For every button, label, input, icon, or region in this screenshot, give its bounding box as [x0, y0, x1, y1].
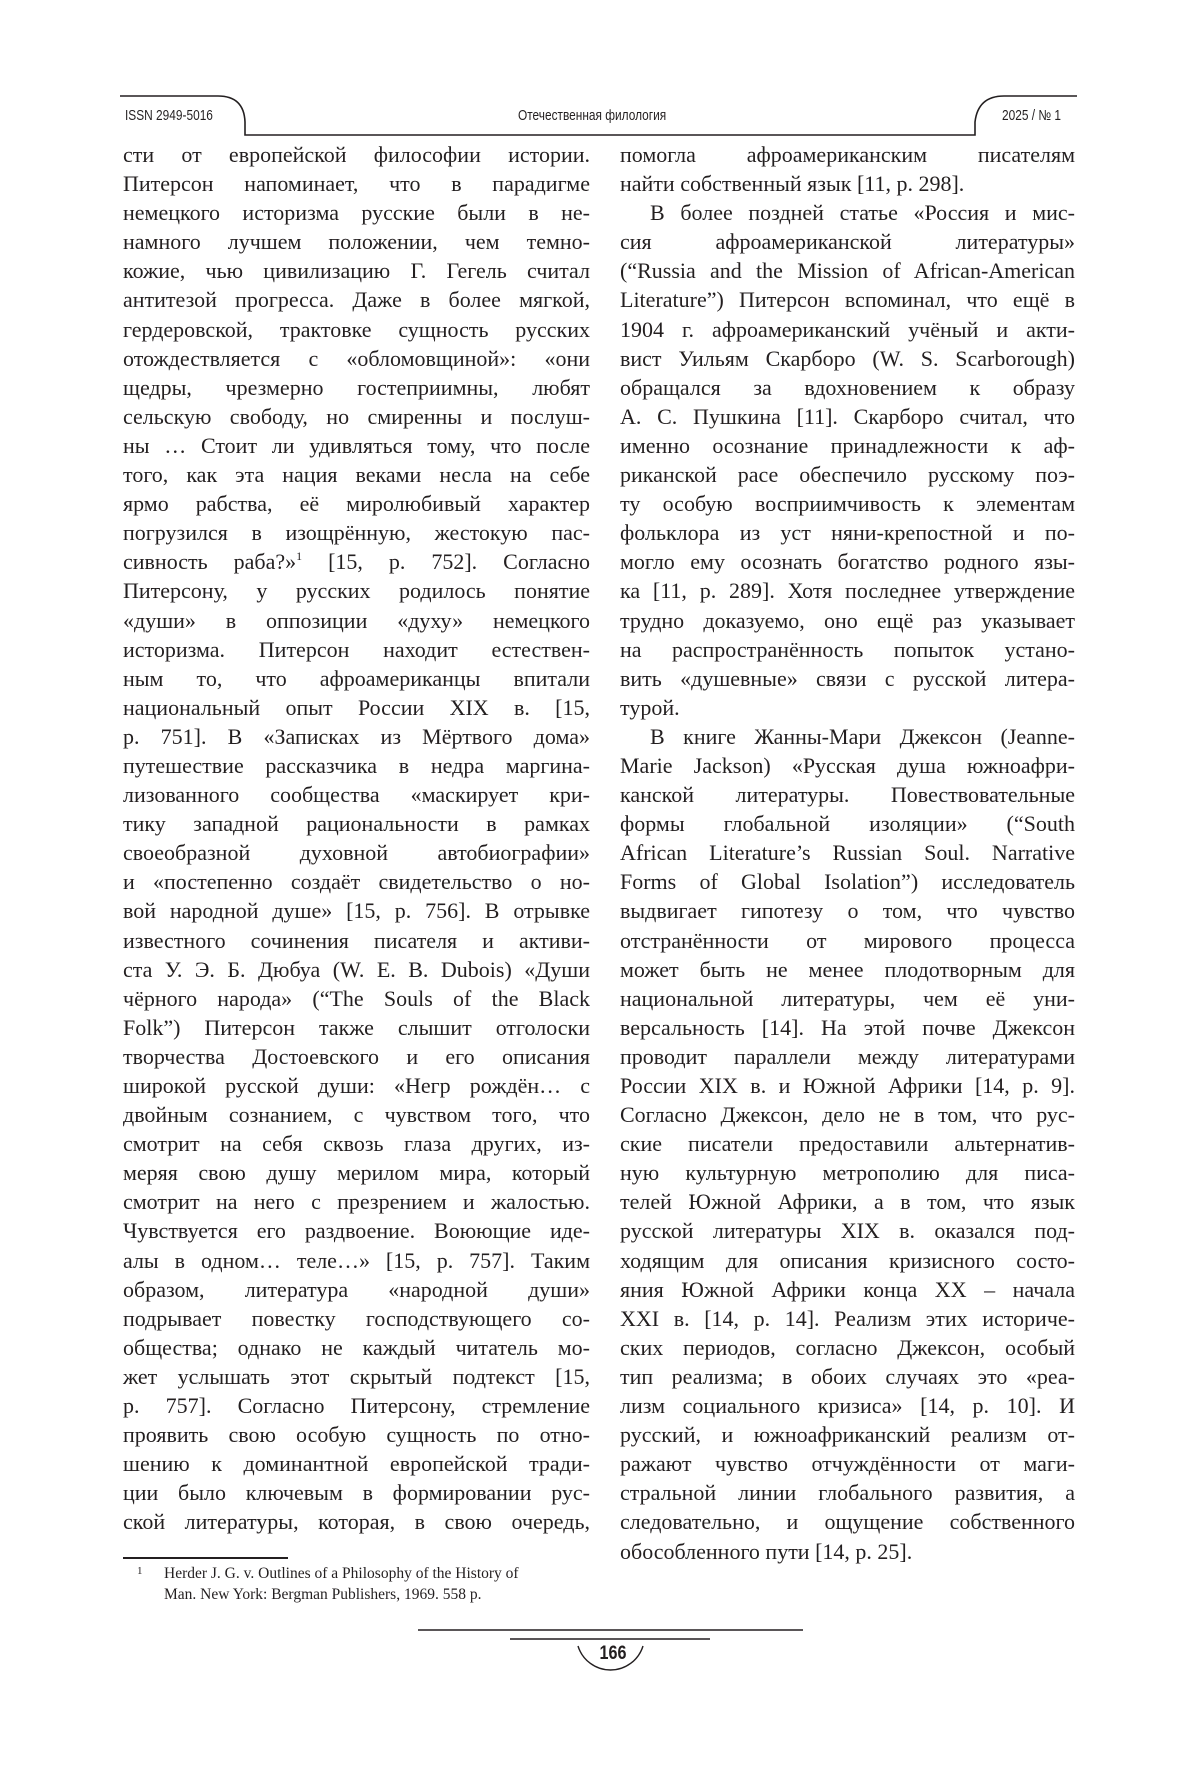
text-line: версальность [14]. На этой почве Джексон [620, 1014, 1075, 1040]
left-column [123, 140, 590, 1537]
paragraph-start-line: В более поздней статье «Россия и мис- [650, 200, 1075, 226]
text-fragment: сивность раба?» [123, 549, 297, 575]
text-line: фольклора из уст няни-крепостной и по- [620, 520, 1075, 546]
text-line: того, как эта нация веками несла на себе [123, 462, 590, 488]
text-line: ходящим для описания кризисного состо- [620, 1247, 1075, 1273]
text-line: образом, литература «народной души» [123, 1276, 590, 1302]
text-line: 1904 г. афроамериканский учёный и акти- [620, 316, 1075, 342]
text-line: антитезой прогресса. Даже в более мягкой, [123, 287, 590, 313]
paragraph-start-line: В книге Жанны-Мари Джексон (Jeanne- [650, 723, 1075, 749]
text-line: риканской расе обеспечило русскому поэ- [620, 462, 1075, 488]
text-line: Marie Jackson) «Русская душа южноафри- [620, 752, 1075, 778]
text-line: стральной линии глобального развития, а [620, 1480, 1075, 1506]
text-line: XXI в. [14, p. 14]. Реализм этих историче- [620, 1305, 1075, 1331]
text-line: обособленного пути [14, p. 25]. [620, 1538, 913, 1564]
text-line: на распространённость попыток устано- [620, 636, 1075, 662]
text-line: Forms of Global Isolation”) исследователь [620, 869, 1075, 895]
text-line: ражают чувство отчуждённости от маги- [620, 1451, 1075, 1477]
text-line: ную культурную метрополию для писа- [620, 1160, 1075, 1186]
footnote-reference[interactable]: 1 [296, 549, 303, 564]
text-line: широкой русской души: «Негр рождён… с [123, 1073, 590, 1098]
text-line: смотрит на себя сквозь глаза других, из- [123, 1131, 590, 1157]
text-line: чёрного народа» (“The Souls of the Black [123, 985, 590, 1011]
text-line: ции было ключевым в формировании рус- [123, 1480, 590, 1506]
text-line: гердеровской, трактовке сущность русских [123, 316, 590, 342]
text-line: African Literature’s Russian Soul. Narrative [620, 840, 1075, 866]
text-line: смотрит на него с презрением и жалостью. [123, 1189, 590, 1215]
text-line: вой народной душе» [15, p. 756]. В отрывке [123, 898, 590, 924]
text-line: тику западной рациональности в рамках [123, 811, 590, 837]
text-line: меряя свою душу мерилом мира, который [123, 1160, 590, 1186]
text-line: жет услышать этот скрытый подтекст [15, [123, 1363, 590, 1389]
text-line: национальной литературы, чем её уни- [620, 985, 1075, 1011]
text-line: трудно доказуемо, оно ещё раз указывает [620, 607, 1075, 633]
text-line: шению к доминантной европейской тради- [123, 1451, 590, 1477]
text-line: найти собственный язык [11, p. 298]. [620, 171, 965, 197]
text-line: ские писатели предоставили альтернатив- [620, 1131, 1075, 1157]
text-line: национальный опыт России XIX в. [15, [123, 694, 590, 720]
footnote-number: 1 [137, 1565, 143, 1577]
text-line: «души» в оппозиции «духу» немецкого [123, 607, 590, 633]
text-line: следовательно, и ощущение собственного [620, 1509, 1075, 1535]
footnote-divider [123, 1557, 288, 1559]
text-line: Питерсону, у русских родилось понятие [123, 578, 590, 604]
page-number: 166 [599, 1643, 627, 1664]
text-line: ярмо рабства, её миролюбивый характер [123, 491, 590, 517]
text-line: именно осознание принадлежности к аф- [620, 432, 1075, 458]
text-line: России XIX в. и Южной Африки [14, p. 9]. [620, 1073, 1075, 1098]
text-line: ка [11, p. 289]. Хотя последнее утверждение [620, 578, 1075, 604]
text-line: подрывает повестку господствующего со- [123, 1305, 590, 1331]
text-line: известного сочинения писателя и активи- [123, 927, 590, 953]
text-line: щедры, чрезмерно гостеприимны, любят [123, 374, 590, 400]
text-line: намного лучшем положении, чем темно- [123, 229, 590, 255]
text-line: ской литературы, которая, в свою очередь, [123, 1509, 590, 1535]
issn-label: ISSN 2949-5016 [125, 108, 213, 124]
footnote-line: Man. New York: Bergman Publishers, 1969. 558 p. [164, 1586, 482, 1603]
text-line: Питерсон напоминает, что в парадигме [123, 171, 590, 197]
text-line: творчества Достоевского и его описания [123, 1043, 590, 1069]
text-line: проводит параллели между литературами [620, 1043, 1075, 1069]
text-line: ту особую восприимчивость к элементам [620, 491, 1075, 517]
text-line: выдвигает гипотезу о том, что чувство [620, 898, 1075, 924]
footnote-text [164, 1563, 614, 1605]
text-line: русский, и южноафриканский реализм от- [620, 1422, 1075, 1448]
text-line: p. 757]. Согласно Питерсону, стремление [123, 1393, 590, 1419]
text-line: путешествие рассказчика в недра маргина- [123, 752, 590, 778]
text-fragment: [15, p. 752]. Согласно [302, 549, 591, 575]
text-line: лизм социального кризиса» [14, p. 10]. И [620, 1393, 1075, 1419]
text-line: p. 751]. В «Записках из Мёртвого дома» [123, 723, 590, 749]
right-column [620, 140, 1075, 1566]
issue-label: 2025 / № 1 [1002, 108, 1062, 124]
text-line: немецкого историзма русские были в не- [123, 200, 590, 226]
text-line: двойным сознанием, с чувством того, что [123, 1102, 590, 1128]
text-line: Folk”) Питерсон также слышит отголоски [123, 1014, 590, 1040]
text-line: и «постепенно создаёт свидетельство о но- [123, 869, 590, 895]
text-line: вист Уильям Скарборо (W. S. Scarborough) [620, 345, 1075, 371]
text-line: могло ему осознать богатство родного язы- [620, 549, 1075, 575]
journal-title: Отечественная филология [518, 108, 667, 124]
text-line: сия афроамериканской литературы» [620, 229, 1075, 255]
text-line: ным то, что афроамериканцы впитали [123, 665, 590, 691]
text-line: может быть не менее плодотворным для [620, 956, 1075, 982]
text-line: отстранённости от мирового процесса [620, 927, 1075, 953]
text-line: русской литературы XIX в. оказался под- [620, 1218, 1075, 1244]
footnote-line: Herder J. G. v. Outlines of a Philosophy of the History of [164, 1565, 519, 1582]
text-line: помогла афроамериканским писателям [620, 142, 1075, 167]
text-line-with-footnote [123, 547, 590, 576]
text-line: сти от европейской философии истории. [123, 142, 590, 167]
text-line: алы в одном… теле…» [15, p. 757]. Таким [123, 1247, 590, 1273]
text-line: Literature”) Питерсон вспоминал, что ещё в [620, 287, 1075, 313]
text-line: сельскую свободу, но смиренны и послуш- [123, 403, 590, 429]
text-line: лизованного сообщества «маскирует кри- [123, 782, 590, 808]
text-line: (“Russia and the Mission of African-American [620, 258, 1075, 284]
text-line: телей Южной Африки, а в том, что язык [620, 1189, 1075, 1215]
header-rule-decoration [0, 0, 1200, 160]
text-line: яния Южной Африки конца XX – начала [620, 1276, 1075, 1302]
text-line: ских периодов, согласно Джексон, особый [620, 1334, 1075, 1360]
text-line: историзма. Питерсон находит естествен- [123, 636, 590, 662]
text-line: проявить свою особую сущность по отно- [123, 1422, 590, 1448]
text-line: своеобразной духовной автобиографии» [123, 840, 590, 866]
text-line: канской литературы. Повествовательные [620, 782, 1075, 808]
text-line: отождествляется с «обломовщиной»: «они [123, 345, 590, 371]
text-line: Чувствуется его раздвоение. Воюющие иде- [123, 1218, 590, 1244]
text-line: Согласно Джексон, дело не в том, что рус- [620, 1102, 1075, 1128]
text-line: общества; однако не каждый читатель мо- [123, 1334, 590, 1360]
text-line: ста У. Э. Б. Дюбуа (W. E. B. Dubois) «Души [123, 956, 590, 982]
text-line: вить «душевные» связи с русской литера- [620, 665, 1075, 691]
text-line: ны … Стоит ли удивляться тому, что после [123, 432, 590, 458]
text-line: тип реализма; в обоих случаях это «реа- [620, 1363, 1075, 1389]
text-line: турой. [620, 694, 680, 720]
text-line: кожие, чью цивилизацию Г. Гегель считал [123, 258, 590, 284]
text-line: А. С. Пушкина [11]. Скарборо считал, что [620, 403, 1075, 429]
text-line: погрузился в изощрённую, жестокую пас- [123, 520, 590, 546]
text-line: обращался за вдохновением к образу [620, 374, 1075, 400]
text-line: формы глобальной изоляции» (“South [620, 811, 1075, 837]
